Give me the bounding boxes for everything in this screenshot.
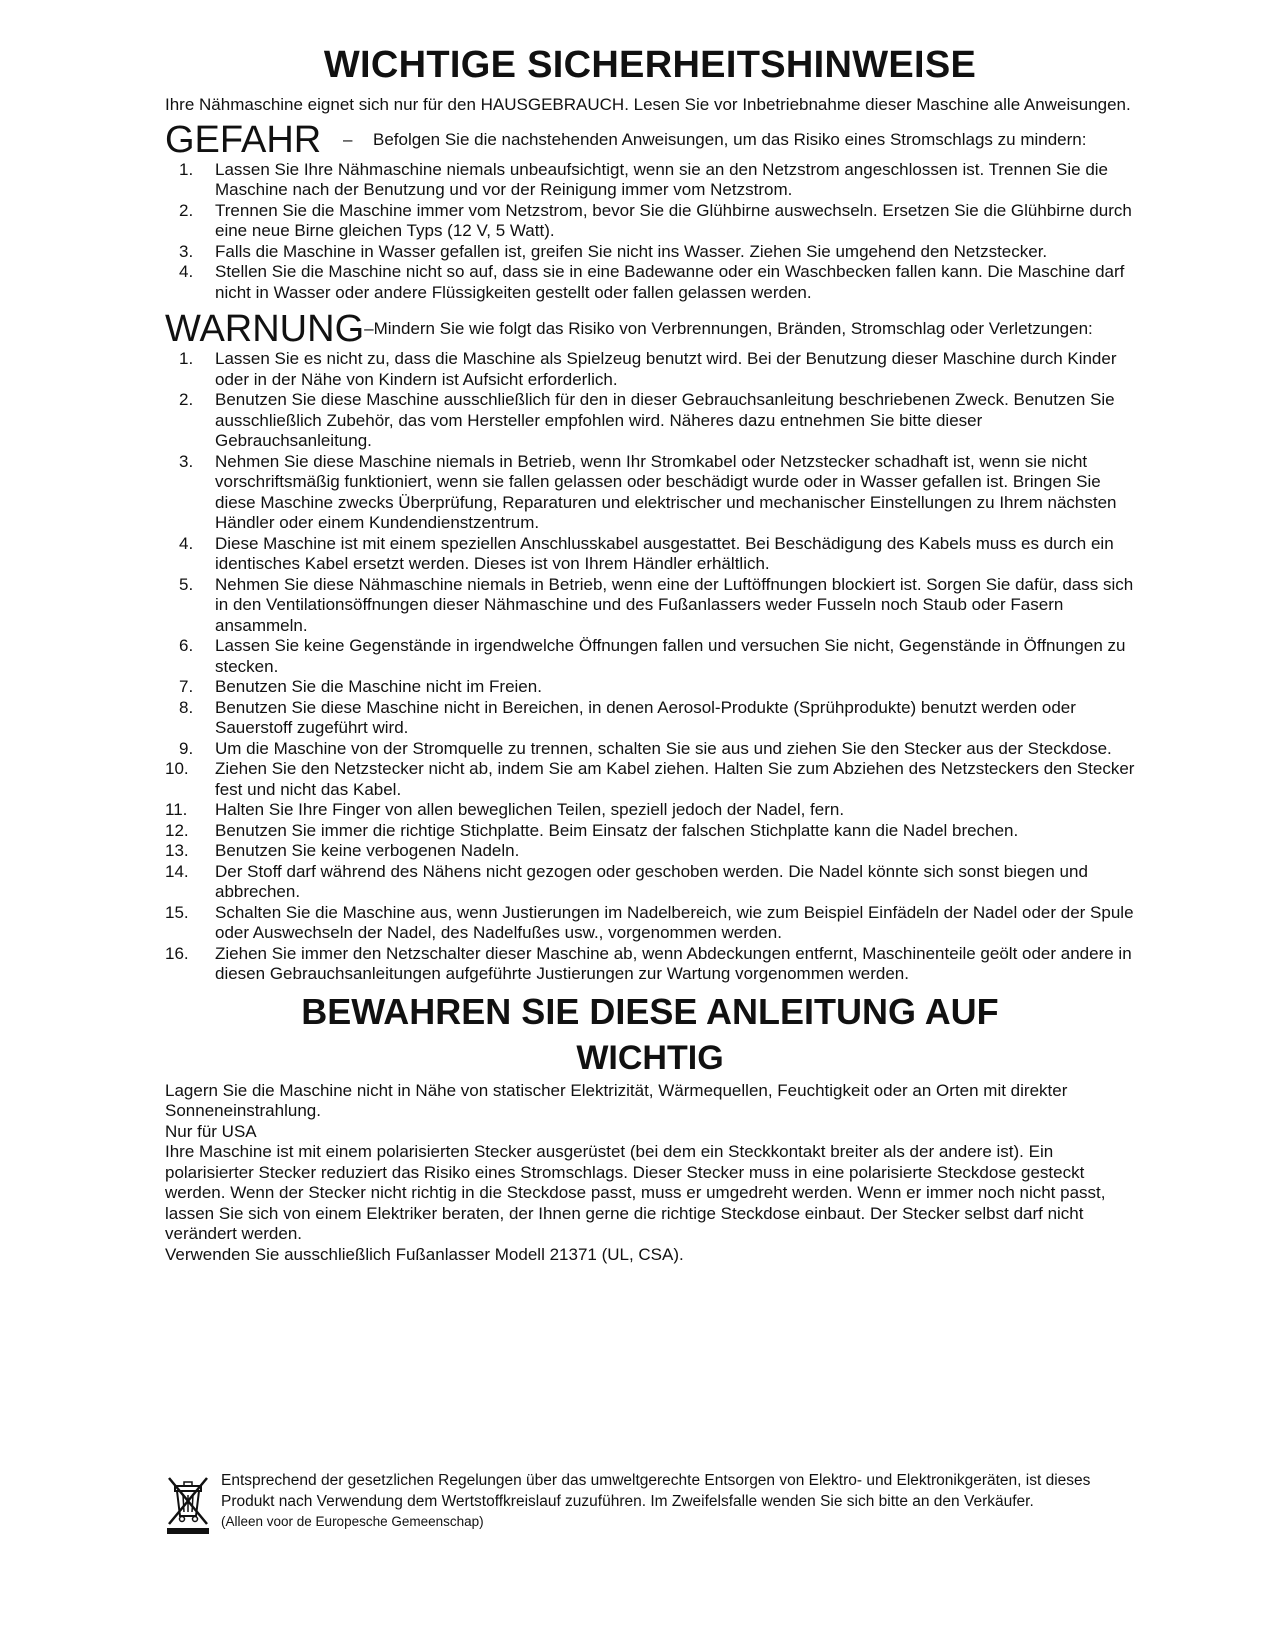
list-item — [165, 636, 1135, 677]
list-item-number: 6. — [179, 636, 194, 655]
list-item-text: Lassen Sie keine Gegenstände in irgendwelche Öffnungen fallen und versuchen Sie nicht, Gegenstände in Öffnungen zu stecken. — [215, 636, 1126, 676]
list-item-number: 12. — [165, 820, 189, 840]
list-item — [165, 698, 1135, 739]
list-item-text: Schalten Sie die Maschine aus, wenn Justierungen im Nadelbereich, wie zum Beispiel Einfädeln der Nadel oder der Spule oder Auswechseln der Nadel, des Nadelfußes usw., vorgenommen werden. — [215, 902, 1134, 942]
list-item-number: 1. — [179, 159, 194, 179]
footer-text-block — [221, 1470, 1145, 1536]
list-item-number: 5. — [179, 574, 194, 594]
list-item-number: 13. — [165, 841, 189, 860]
list-item-number: 8. — [179, 697, 194, 717]
list-item-text: Benutzen Sie diese Maschine ausschließlich für den in dieser Gebrauchsanleitung beschriebenen Zweck. Benutzen Sie ausschließlich Zubehör, das vom Hersteller empfohlen wird. Näheres dazu entnehmen Sie bitte dieser Gebrauchsanleitung. — [215, 390, 1115, 450]
page-title: WICHTIGE SICHERHEITSHINWEISE — [323, 44, 977, 86]
gefahr-list — [165, 160, 1135, 304]
list-item-text: Diese Maschine ist mit einem speziellen Anschlusskabel ausgestattet. Bei Beschädigung des Kabels muss es durch ein identisches Kabel ersetzt werden. Dieses ist von Ihrem Händler erhältlich. — [215, 533, 1114, 573]
list-item-number: 1. — [179, 349, 194, 368]
list-item-number: 7. — [179, 677, 194, 696]
polarized-plug-text: Ihre Maschine ist mit einem polarisierten Stecker ausgerüstet (bei dem ein Steckkontakt breiter als der andere ist). Ein polarisierter Stecker reduziert das Risiko eines Stromschlags. Dieser Stecker muss in eine polarisierte Steckdose gesteckt werden. Wenn der Stecker nicht richtig in die Steckdose passt, muss er umgedreht werden. Wenn er immer noch nicht passt, lassen Sie sich von einem Elektriker beraten, der Ihnen gerne die richtige Steckdose einbaut. Der Stecker selbst darf nicht verändert werden. — [165, 1142, 1106, 1243]
list-item-text: Lassen Sie es nicht zu, dass die Maschine als Spielzeug benutzt wird. Bei der Benutzung dieser Maschine durch Kinder oder in der Nähe von Kindern ist Aufsicht erforderlich. — [215, 349, 1117, 389]
warnung-label: WARNUNG — [165, 308, 365, 350]
weee-crossed-bin-icon — [165, 1474, 211, 1536]
list-item — [165, 759, 1135, 800]
list-item — [165, 821, 1135, 842]
gefahr-intro: Befolgen Sie die nachstehenden Anweisungen, um das Risiko eines Stromschlags zu mindern: — [373, 129, 1087, 149]
gefahr-heading-row — [165, 120, 1135, 160]
list-item-text: Benutzen Sie diese Maschine nicht in Bereichen, in denen Aerosol-Produkte (Sprühprodukte) benutzt werden oder Sauerstoff zugeführt wird. — [215, 697, 1076, 737]
foot-control-text: Verwenden Sie ausschließlich Fußanlasser Modell 21371 (UL, CSA). — [165, 1244, 684, 1264]
important-heading: WICHTIG — [576, 1038, 724, 1077]
list-item-text: Lassen Sie Ihre Nähmaschine niemals unbeaufsichtigt, wenn sie an den Netzstrom angeschlossen ist. Trennen Sie die Maschine nach der Benutzung und vor der Reinigung immer vom Netzstrom. — [215, 159, 1109, 199]
list-item — [165, 944, 1135, 985]
list-item-number: 3. — [179, 451, 194, 471]
list-item — [165, 452, 1135, 534]
list-item — [165, 800, 1135, 821]
list-item-text: Ziehen Sie den Netzstecker nicht ab, indem Sie am Kabel ziehen. Halten Sie zum Abziehen des Netzsteckers den Stecker fest und nicht das Kabel. — [215, 759, 1135, 799]
list-item-text: Nehmen Sie diese Nähmaschine niemals in Betrieb, wenn eine der Luftöffnungen blockiert ist. Sorgen Sie dafür, dass sich in den Ventilationsöffnungen dieser Nähmaschine und des Fußanlassers weder Fusseln noch Staub oder Fasern ansammeln. — [215, 574, 1134, 635]
warnung-heading-row — [165, 309, 1135, 349]
list-item-text: Benutzen Sie keine verbogenen Nadeln. — [215, 841, 520, 860]
list-item-number: 2. — [179, 390, 194, 409]
list-item-text: Stellen Sie die Maschine nicht so auf, dass sie in eine Badewanne oder ein Waschbecken fallen kann. Die Maschine darf nicht in Wasser oder andere Flüssigkeiten gestellt oder fallen gelassen werden. — [215, 262, 1125, 302]
list-item-number: 10. — [165, 759, 189, 778]
list-item-text: Der Stoff darf während des Nähens nicht gezogen oder geschoben werden. Die Nadel könnte sich sonst biegen und abbrechen. — [215, 861, 1088, 901]
usa-label: Nur für USA — [165, 1121, 257, 1141]
document-page — [165, 44, 1135, 1265]
list-item-number: 2. — [179, 200, 194, 220]
warnung-list — [165, 349, 1135, 985]
intro-text: Ihre Nähmaschine eignet sich nur für den HAUSGEBRAUCH. Lesen Sie vor Inbetriebnahme dieser Maschine alle Anweisungen. — [165, 95, 1131, 114]
list-item-number: 9. — [179, 738, 194, 758]
list-item — [165, 242, 1135, 263]
list-item — [165, 160, 1135, 201]
list-item-text: Um die Maschine von der Stromquelle zu trennen, schalten Sie sie aus und ziehen Sie den Stecker aus der Steckdose. — [215, 738, 1112, 758]
list-item — [165, 349, 1135, 390]
list-item — [165, 201, 1135, 242]
list-item — [165, 739, 1135, 760]
list-item-number: 16. — [165, 943, 189, 963]
list-item-text: Falls die Maschine in Wasser gefallen ist, greifen Sie nicht ins Wasser. Ziehen Sie umgehend den Netzstecker. — [215, 241, 1048, 261]
gefahr-label: GEFAHR — [165, 118, 322, 161]
list-item-number: 11. — [165, 800, 188, 819]
disposal-footer — [165, 1470, 1145, 1536]
warnung-intro: –Mindern Sie wie folgt das Risiko von Verbrennungen, Bränden, Stromschlag oder Verletzungen: — [364, 319, 1093, 338]
list-item-text: Trennen Sie die Maschine immer vom Netzstrom, bevor Sie die Glühbirne auswechseln. Ersetzen Sie die Glühbirne durch eine neue Birne gleichen Typs (12 V, 5 Watt). — [215, 200, 1132, 240]
list-item — [165, 862, 1135, 903]
list-item — [165, 390, 1135, 452]
eu-note: (Alleen voor de Europesche Gemeenschap) — [221, 1514, 484, 1529]
list-item — [165, 534, 1135, 575]
keep-instructions-heading: BEWAHREN SIE DIESE ANLEITUNG AUF — [301, 990, 999, 1032]
list-item-number: 3. — [179, 241, 194, 261]
list-item — [165, 262, 1135, 303]
list-item-text: Halten Sie Ihre Finger von allen beweglichen Teilen, speziell jedoch der Nadel, fern. — [215, 800, 845, 819]
list-item — [165, 677, 1135, 698]
list-item-text: Ziehen Sie immer den Netzschalter dieser Maschine ab, wenn Abdeckungen entfernt, Maschinenteile geölt oder andere in diesen Gebrauchsanleitungen aufgeführte Justierungen zur Wartung vorgenommen werden. — [215, 943, 1132, 983]
list-item-text: Benutzen Sie immer die richtige Stichplatte. Beim Einsatz der falschen Stichplatte kann die Nadel brechen. — [215, 820, 1019, 840]
disposal-text: Entsprechend der gesetzlichen Regelungen über das umweltgerechte Entsorgen von Elektro- und Elektronikgeräten, ist dieses Produkt nach Verwendung dem Wertstoffkreislauf zuzuführen. Im Zweifelsfalle wenden Sie sich bitte an den Verkäufer. — [221, 1472, 1091, 1510]
storage-text: Lagern Sie die Maschine nicht in Nähe von statischer Elektrizität, Wärmequellen, Feuchtigkeit oder an Orten mit direkter Sonneneinstrahlung. — [165, 1080, 1068, 1120]
list-item-number: 4. — [179, 533, 194, 553]
list-item — [165, 841, 1135, 862]
list-item — [165, 903, 1135, 944]
list-item-text: Benutzen Sie die Maschine nicht im Freien. — [215, 677, 542, 696]
list-item-number: 15. — [165, 902, 189, 922]
list-item — [165, 575, 1135, 637]
list-item-number: 14. — [165, 861, 189, 881]
list-item-number: 4. — [179, 262, 194, 281]
list-item-text: Nehmen Sie diese Maschine niemals in Betrieb, wenn Ihr Stromkabel oder Netzstecker schadhaft ist, wenn sie nicht vorschriftsmäßig funktioniert, wenn sie fallen gelassen oder beschädigt wurde oder in Wasser gefallen ist. Bringen Sie diese Maschine zwecks Überprüfung, Reparaturen und elektrischer und mechanischer Einstellungen zu Ihrem nächsten Händler oder einem Kundendienstzentrum. — [215, 451, 1117, 532]
gefahr-dash: – — [343, 129, 353, 149]
